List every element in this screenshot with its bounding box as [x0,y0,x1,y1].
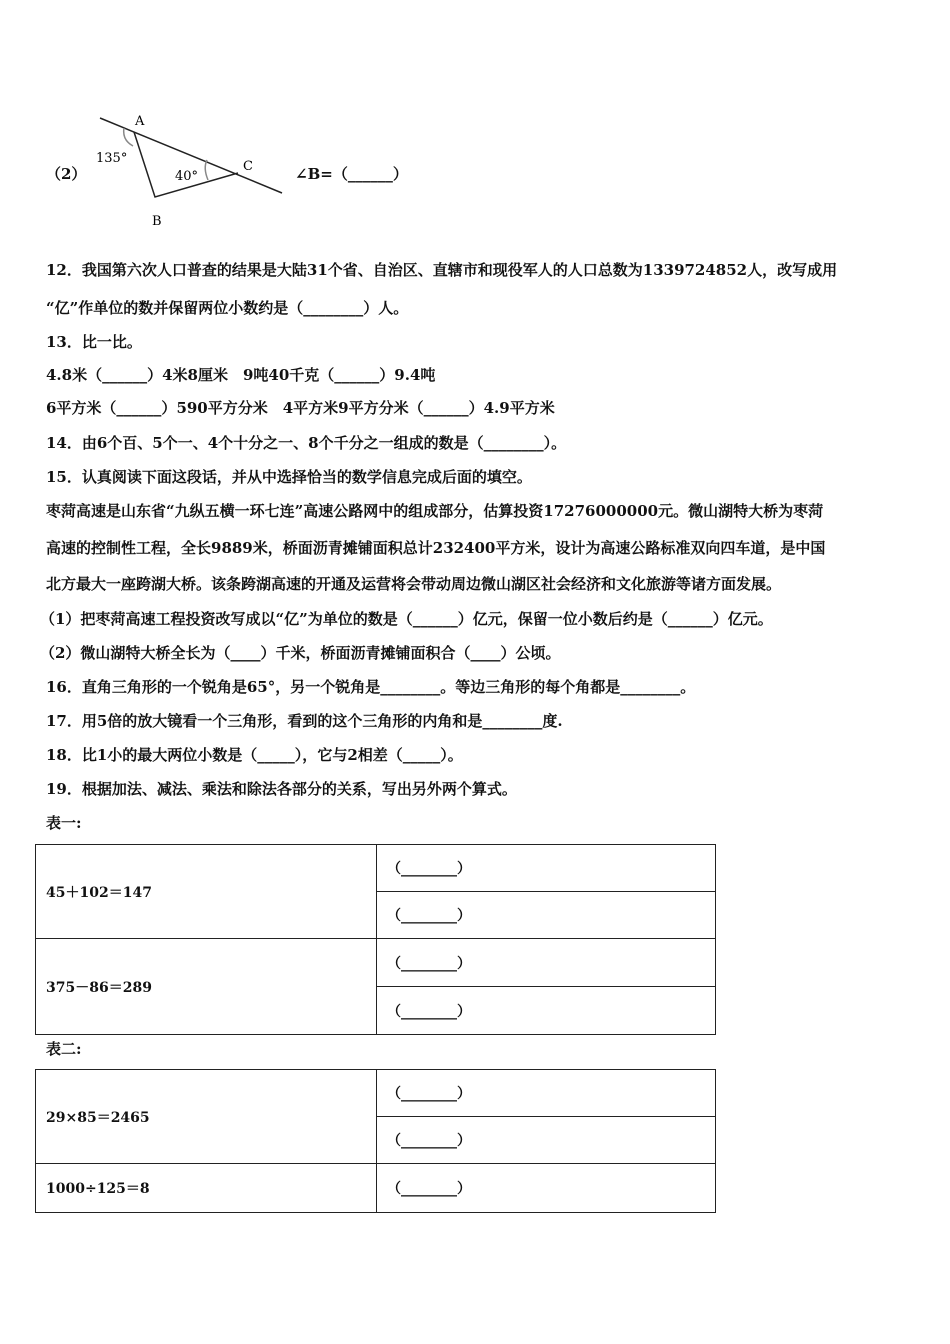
q14: 14．由6个百、5个一、4个十分之一、8个千分之一组成的数是（________）。 [46,434,567,452]
table1-blank[interactable]: （________） [377,987,716,1035]
table-1 [35,844,716,1035]
table2-equation: 29×85＝2465 [36,1070,377,1164]
point-c: C [243,159,253,174]
point-a: A [135,114,145,129]
q12-line1: 12．我国第六次人口普查的结果是大陆31个省、自治区、直辖市和现役军人的人口总数为1339724852人，改写成用 [46,261,838,279]
table1-equation: 45＋102＝147 [36,845,377,939]
table2-blank[interactable]: （________） [377,1117,716,1164]
q18: 18．比1小的最大两位小数是（_____），它与2相差（_____）。 [46,746,463,764]
table1-blank[interactable]: （________） [377,845,716,892]
table2-blank[interactable]: （________） [377,1164,716,1213]
table2-blank[interactable]: （________） [377,1070,716,1117]
angle-b-question: ∠B=（______） [295,165,408,183]
q13-line1: 4.8米（______）4米8厘米 9吨40千克（______）9.4吨 [46,366,436,384]
q15-title: 15．认真阅读下面这段话，并从中选择恰当的数学信息完成后面的填空。 [46,468,532,486]
point-b: B [152,214,162,229]
table2-equation: 1000÷125＝8 [36,1164,377,1213]
q11-part2-label: （2） [46,165,87,183]
table2-label: 表二: [46,1040,82,1058]
q16: 16．直角三角形的一个锐角是65°，另一个锐角是________。等边三角形的每个角都是________。 [46,678,696,696]
q17: 17．用5倍的放大镜看一个三角形，看到的这个三角形的内角和是________度. [46,712,563,730]
table1-label: 表一: [46,814,82,832]
table-2 [35,1069,716,1213]
angle-40: 40° [175,169,199,184]
q15-part2: （2）微山湖特大桥全长为（____）千米，桥面沥青摊铺面积合（____）公顷。 [40,644,561,662]
q13-line2: 6平方米（______）590平方分米 4平方米9平方分米（______）4.9平方米 [46,399,555,417]
q15-part1: （1）把枣菏高速工程投资改写成以“亿”为单位的数是（______）亿元，保留一位小数后约是（______）亿元。 [40,610,773,628]
table1-blank[interactable]: （________） [377,892,716,939]
q12-line2: “亿”作单位的数并保留两位小数约是（________）人。 [46,299,409,317]
q15-para-line3: 北方最大一座跨湖大桥。该条跨湖高速的开通及运营将会带动周边微山湖区社会经济和文化旅游等诸方面发展。 [46,575,782,593]
q15-para-line1: 枣菏高速是山东省“九纵五横一环七连”高速公路网中的组成部分，估算投资17276000000元。微山湖特大桥为枣菏 [46,502,824,520]
q15-para-line2: 高速的控制性工程，全长9889米，桥面沥青摊铺面积总计232400平方米，设计为高速公路标准双向四车道，是中国 [46,539,826,557]
table1-equation: 375－86＝289 [36,939,377,1035]
q13-title: 13．比一比。 [46,333,142,351]
angle-135: 135° [96,151,128,166]
q19: 19．根据加法、减法、乘法和除法各部分的关系，写出另外两个算式。 [46,780,517,798]
table1-blank[interactable]: （________） [377,939,716,987]
triangle-figure [50,110,300,230]
